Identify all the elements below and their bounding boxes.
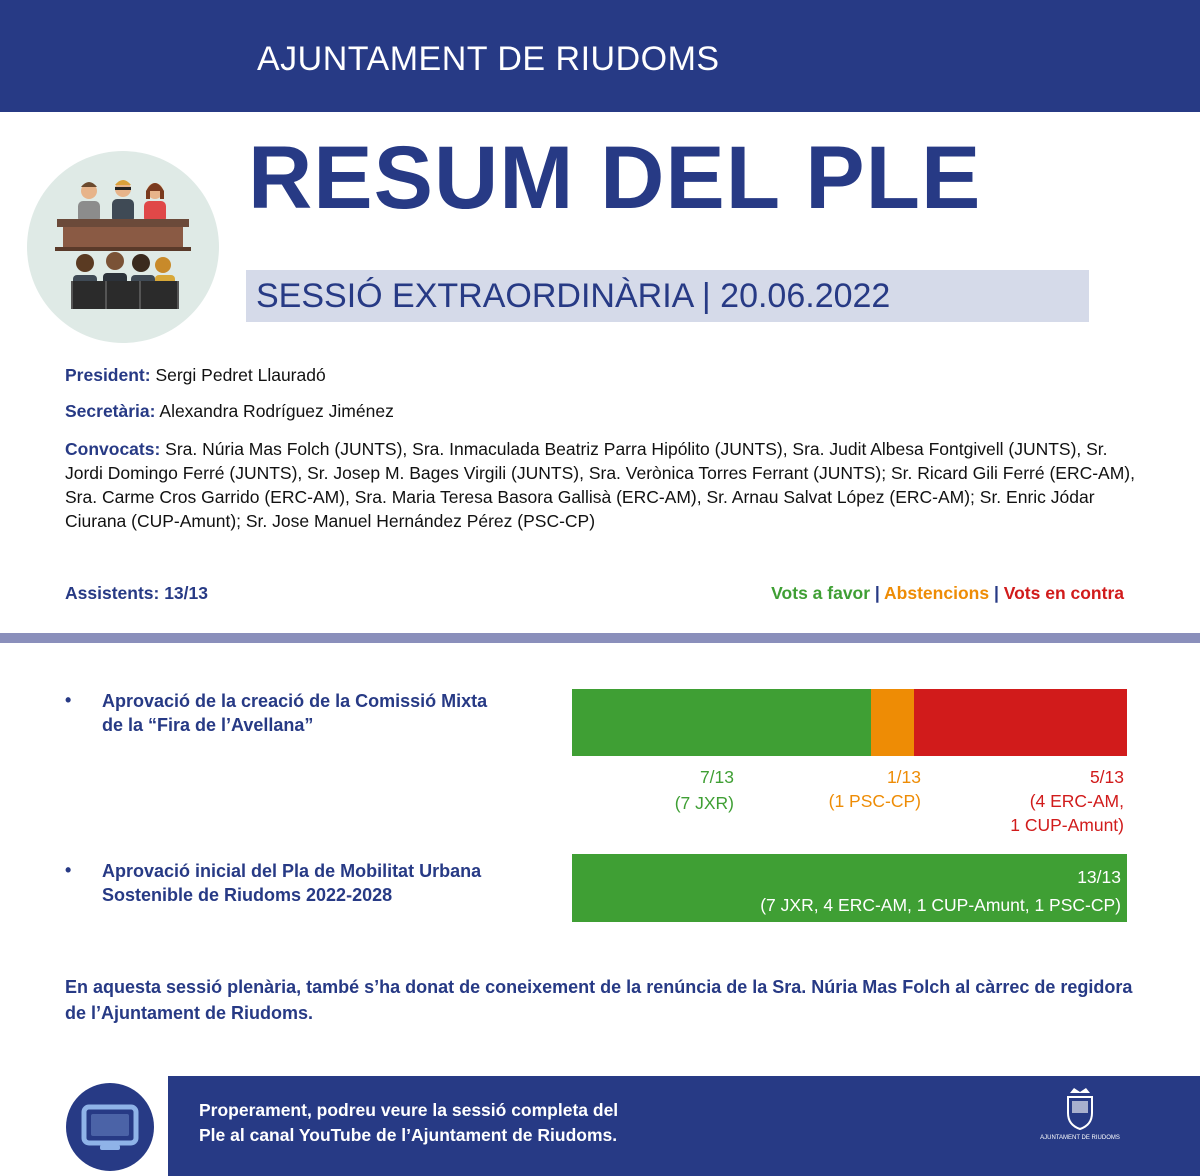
vote-label-against (1010, 765, 1124, 837)
attendance-count: Assistents: 13/13 (65, 583, 208, 603)
legend-against: Vots en contra (1003, 583, 1124, 603)
vote-count: 1/13 (886, 767, 921, 787)
logo-caption: AJUNTAMENT DE RIUDOMS (1040, 1135, 1120, 1141)
president-label: President: (65, 365, 151, 385)
session-note: En aquesta sessió plenària, també s’ha donat de coneixement de la renúncia de la Sra. Núria Mas Folch al càrrec de regidora de l’Ajuntament de Riudoms. (65, 977, 1133, 1023)
agenda-item-title: Aprovació inicial del Pla de Mobilitat Urbana Sostenible de Riudoms 2022-2028 (102, 861, 482, 905)
vote-bar-favor (572, 689, 871, 756)
page-title: RESUM DEL PLE (248, 127, 982, 227)
vote-count: 7/13 (699, 767, 734, 787)
vote-bar (572, 689, 1127, 756)
bullet: • (65, 690, 72, 710)
monitor-icon (66, 1083, 154, 1171)
legend-separator: | (993, 583, 999, 603)
secretary-line (65, 399, 394, 423)
convocats-label: Convocats: (65, 439, 161, 459)
vote-parties: (7 JXR, 4 ERC-AM, 1 CUP-Amunt, 1 PSC-CP) (760, 895, 1121, 915)
vote-count: 5/13 (1089, 767, 1124, 787)
footer-line: Ple al canal YouTube de l’Ajuntament de Riudoms. (199, 1125, 618, 1145)
vote-count: 13/13 (1077, 867, 1121, 887)
footer-message (199, 1098, 618, 1148)
vote-bar-against (914, 689, 1127, 756)
vote-parties: 1 CUP-Amunt) (1010, 815, 1124, 835)
vote-label-abstention (829, 765, 921, 813)
vote-bar (572, 854, 1127, 922)
riudoms-logo (1040, 1085, 1120, 1147)
agenda-item-title: Aprovació de la creació de la Comissió Mixta de la “Fira de l’Avellana” (102, 691, 488, 735)
legend-abstention: Abstencions (884, 583, 990, 603)
president-line (65, 363, 326, 387)
legend-favor: Vots a favor (771, 583, 871, 603)
session-subtitle: SESSIÓ EXTRAORDINÀRIA | 20.06.2022 (256, 277, 891, 315)
vote-label-favor (675, 765, 734, 815)
vote-legend (771, 583, 1124, 604)
legend-separator: | (874, 583, 880, 603)
vote-parties: (1 PSC-CP) (828, 791, 921, 811)
vote-parties: (7 JXR) (674, 793, 734, 813)
convocats-paragraph (65, 437, 1140, 533)
secretary-label: Secretària: (65, 401, 156, 421)
vote-parties: (4 ERC-AM, (1029, 791, 1124, 811)
secretary-name: Alexandra Rodríguez Jiménez (159, 401, 394, 421)
footer-line: Properament, podreu veure la sessió completa del (199, 1100, 619, 1120)
section-divider (0, 633, 1200, 643)
organization-title: AJUNTAMENT DE RIUDOMS (257, 40, 720, 78)
president-name: Sergi Pedret Llauradó (155, 365, 326, 385)
vote-bar-abstention (871, 689, 914, 756)
vote-label-favor (760, 865, 1121, 917)
convocats-list: Sra. Núria Mas Folch (JUNTS), Sra. Inmaculada Beatriz Parra Hipólito (JUNTS), Sra. Judit Albesa Fontgivell (JUNTS), Sr. Jordi Domingo Ferré (JUNTS), Sr. Josep M. Bages Virgili (JUNTS), Sra. Verònica Torres Ferrant (JUNTS); Sr. Ricard Gili Ferré (ERC-AM), Sra. Carme Cros Garrido (ERC-AM), Sra. Maria Teresa Basora Gallisà (ERC-AM), Sr. Arnau Salvat López (ERC-AM); Sr. Enric Jódar Ciurana (CUP-Amunt); Sr. Jose Manuel Hernández Pérez (PSC-CP) (65, 439, 1135, 531)
council-meeting-icon (27, 151, 219, 343)
bullet: • (65, 860, 72, 880)
